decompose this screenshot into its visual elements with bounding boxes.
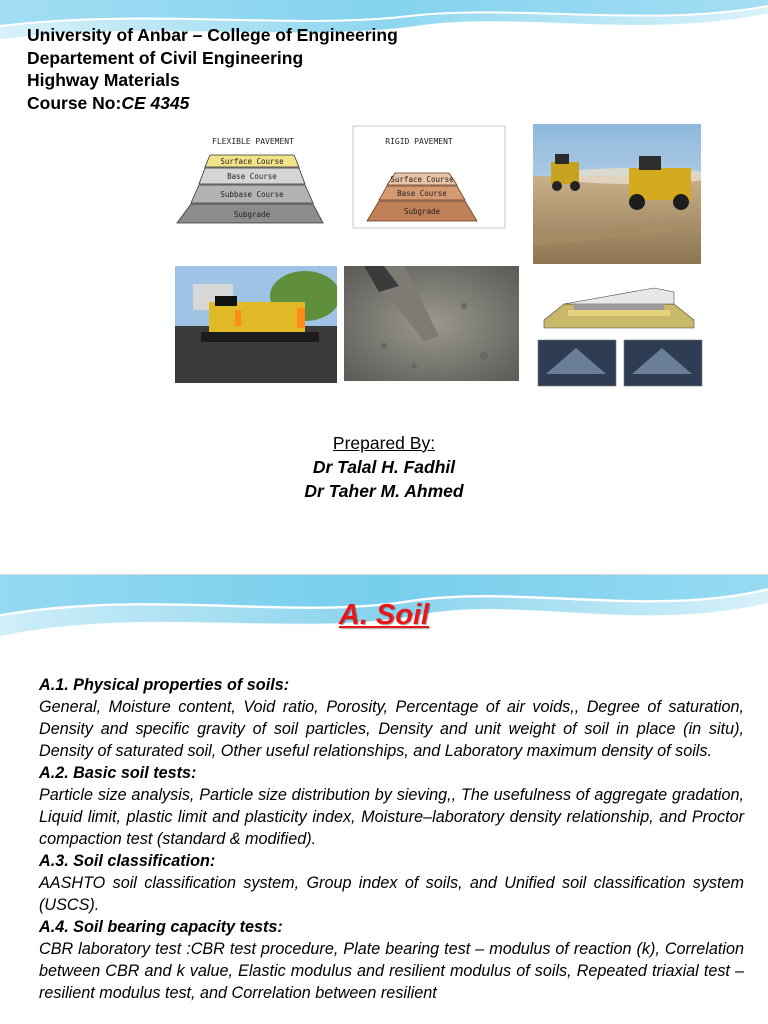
subject-line: Highway Materials — [27, 70, 180, 90]
topic-description: CBR laboratory test :CBR test procedure, Plate bearing test – modulus of reaction (k), Correlation between CBR and k value, Elastic modulus and resilient modulus of soils, Repeated triaxial test – resilient modulus test, and Correlation between resilient — [39, 940, 744, 1002]
topic-heading: A.2. Basic soil tests: — [39, 764, 197, 782]
section-title: A. Soil — [338, 599, 430, 631]
flexible-pavement-title: FLEXIBLE PAVEMENT — [212, 137, 294, 146]
course-number-line — [27, 92, 398, 115]
rigid-layer-label: Subgrade — [403, 207, 441, 216]
author-name: Dr Talal H. Fadhil — [312, 457, 456, 477]
road-construction-photo — [533, 124, 701, 264]
rigid-layer-label: Surface Course — [390, 175, 454, 184]
topic-heading: A.1. Physical properties of soils: — [39, 676, 290, 694]
pavement-layers-diagram — [173, 123, 508, 231]
rigid-pavement-title: RIGID PAVEMENT — [385, 137, 453, 146]
topic-description: AASHTO soil classification system, Group index of soils, and Unified soil classification system (USCS). — [39, 874, 744, 914]
topic-description: General, Moisture content, Void ratio, Porosity, Percentage of air voids,, Degree of saturation, Density and specific gravity of soil particles, Density and unit weight of soil in place (in situ), Density of saturated soil, Other useful relationships, and Laboratory maximum density of soils. — [39, 698, 744, 760]
flexible-layer-label: Surface Course — [220, 157, 284, 166]
flexible-layer-label: Base Course — [227, 172, 277, 181]
course-label: Course No: — [27, 92, 122, 113]
concrete-pouring-photo — [344, 266, 519, 381]
author-name: Dr Taher M. Ahmed — [304, 481, 464, 501]
topic-list — [39, 674, 744, 1004]
flexible-layer-label: Subgrade — [233, 210, 271, 219]
course-code: CE 4345 — [121, 92, 190, 113]
department-line: Departement of Civil Engineering — [27, 47, 304, 68]
pavement-image-collage — [160, 118, 708, 402]
university-line: University of Anbar – College of Engineering — [27, 25, 398, 45]
course-header — [27, 24, 398, 114]
flexible-layer-label: Subbase Course — [220, 190, 284, 199]
rigid-layer-label: Base Course — [397, 189, 447, 198]
topic-description: Particle size analysis, Particle size distribution by sieving,, The usefulness of aggregate gradation, Liquid limit, plastic limit and plasticity index, Moisture–laboratory density relationship, and Proctor compaction test (standard & modified). — [39, 786, 744, 848]
asphalt-paver-photo — [175, 266, 337, 383]
pavement-section-diagrams — [534, 264, 705, 396]
topic-heading: A.3. Soil classification: — [39, 852, 216, 870]
prepared-by-label: Prepared By: — [332, 433, 436, 453]
topic-heading: A.4. Soil bearing capacity tests: — [39, 918, 283, 936]
slide-2 — [0, 575, 768, 1024]
